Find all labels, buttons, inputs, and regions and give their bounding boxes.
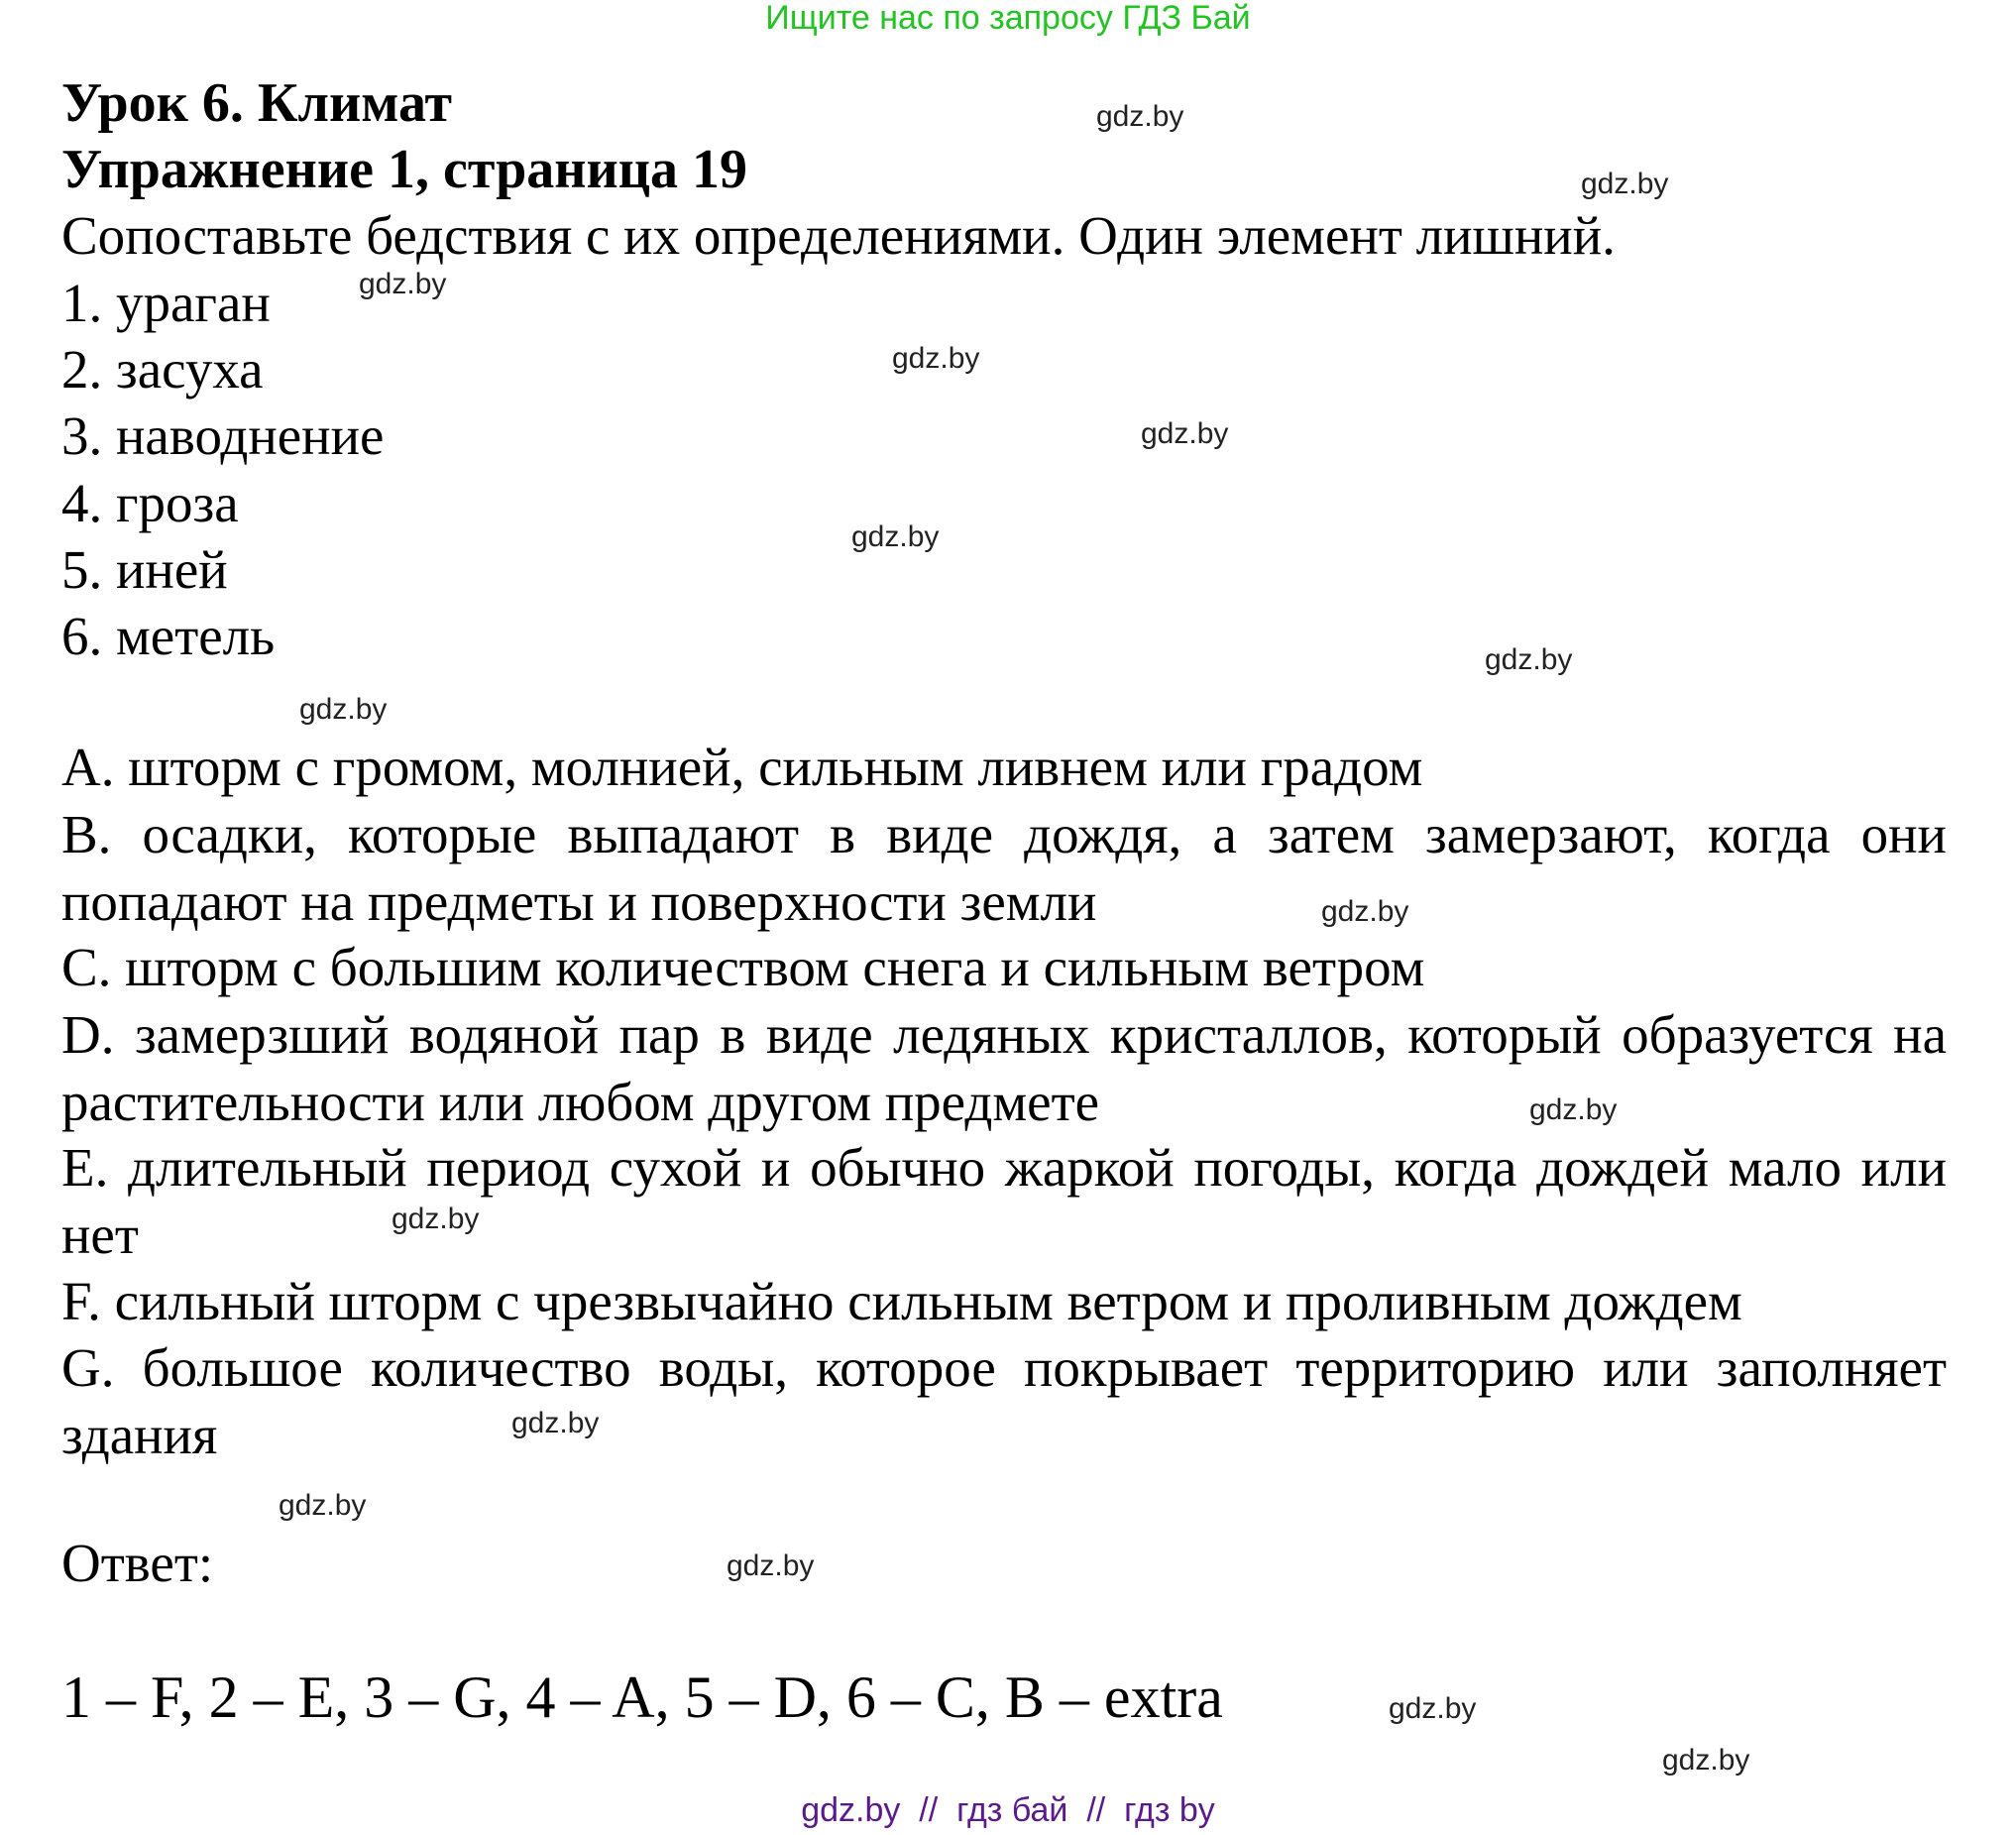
item-4: 4. гроза: [61, 473, 239, 533]
watermark: gdz.by: [279, 1489, 367, 1522]
definition-a: A. шторм с громом, молнией, сильным ливнем или градом: [61, 737, 1423, 797]
watermark: gdz.by: [1321, 895, 1409, 928]
watermark: gdz.by: [1141, 417, 1229, 450]
watermark: gdz.by: [1529, 1093, 1618, 1126]
watermark: gdz.by: [299, 693, 388, 726]
watermark: gdz.by: [1389, 1692, 1477, 1725]
item-6: 6. метель: [61, 606, 276, 666]
definition-e: E. длительный период сухой и обычно жаркой погоды, когда дождей мало или нет: [61, 1137, 1947, 1265]
watermark: gdz.by: [1662, 1744, 1750, 1777]
definition-b: B. осадки, которые выпадают в виде дождя, а затем замерзают, когда они попадают на предметы и поверхности земли: [61, 804, 1947, 932]
watermark: gdz.by: [392, 1203, 480, 1235]
item-5: 5. иней: [61, 539, 228, 600]
watermark: gdz.by: [727, 1549, 815, 1582]
exercise-title: Упражнение 1, страница 19: [61, 139, 748, 200]
definition-c: C. шторм с большим количеством снега и сильным ветром: [61, 937, 1425, 997]
lesson-title: Урок 6. Климат: [61, 72, 453, 134]
search-banner: Ищите нас по запросу ГДЗ Бай: [765, 0, 1251, 37]
definition-f: F. сильный шторм с чрезвычайно сильным ветром и проливным дождем: [61, 1271, 1742, 1331]
watermark: gdz.by: [511, 1407, 600, 1439]
watermark: gdz.by: [359, 268, 447, 300]
watermark: gdz.by: [1581, 168, 1669, 200]
watermark: gdz.by: [851, 520, 940, 553]
definition-g: G. большое количество воды, которое покрывает территорию или заполняет здания: [61, 1337, 1947, 1465]
item-2: 2. засуха: [61, 339, 264, 400]
answer-label: Ответ:: [61, 1533, 214, 1593]
watermark: gdz.by: [892, 342, 980, 375]
item-1: 1. ураган: [61, 273, 271, 333]
answer-text: 1 – F, 2 – E, 3 – G, 4 – A, 5 – D, 6 – C, B – extra: [61, 1664, 1223, 1730]
item-3: 3. наводнение: [61, 405, 385, 466]
watermark: gdz.by: [1096, 100, 1184, 133]
footer-links: gdz.by // гдз бай // гдз by: [801, 1791, 1215, 1829]
watermark: gdz.by: [1485, 643, 1573, 676]
instruction: Сопоставьте бедствия с их определениями. Один элемент лишний.: [61, 205, 1616, 266]
definition-d: D. замерзший водяной пар в виде ледяных кристаллов, который образуется на растительности или любом другом предмете: [61, 1004, 1947, 1132]
